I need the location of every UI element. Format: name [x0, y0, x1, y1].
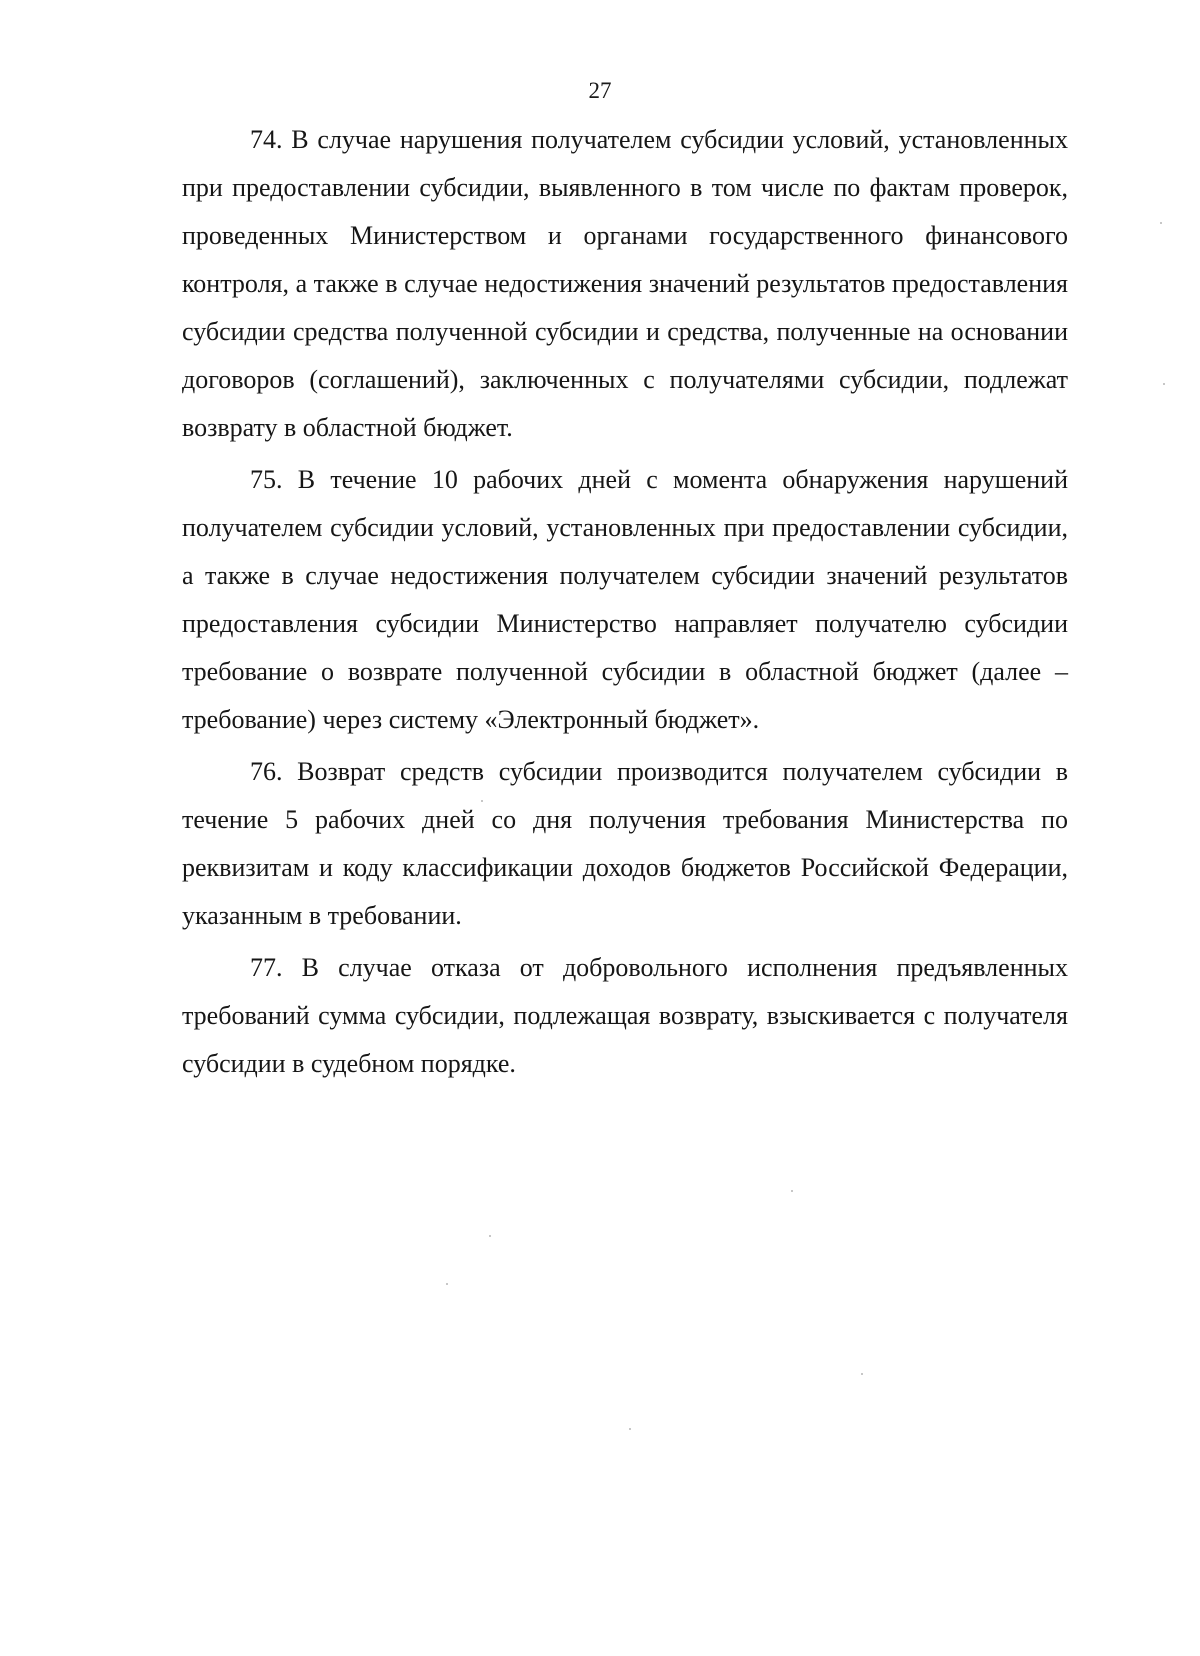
- paragraph-76: 76. Возврат средств субсидии производится получателем субсидии в течение 5 рабочих дней со дня получения требования Министерства по реквизитам и коду классификации доходов бюджетов Российской Федерации, указанным в требовании.: [182, 757, 1068, 930]
- scan-speck: [446, 1283, 448, 1285]
- paragraph-75: 75. В течение 10 рабочих дней с момента обнаружения нарушений получателем субсидии условий, установленных при предоставлении субсидии, а также в случае недостижения получателем субсидии значений результатов предоставления субсидии Министерство направляет получателю субсидии требование о возврате полученной субсидии в областной бюджет (далее – требование) через систему «Электронный бюджет».: [182, 465, 1068, 734]
- paragraph-74: 74. В случае нарушения получателем субсидии условий, установленных при предоставлении субсидии, выявленного в том числе по фактам проверок, проведенных Министерством и органами государственного финансового контроля, а также в случае недостижения значений результатов предоставления субсидии средства полученной субсидии и средства, полученные на основании договоров (соглашений), заключенных с получателями субсидии, подлежат возврату в областной бюджет.: [182, 125, 1068, 442]
- document-body: [182, 116, 1068, 1092]
- scan-speck: [481, 800, 483, 802]
- scan-speck: [489, 1235, 491, 1237]
- scan-speck: [1163, 383, 1165, 385]
- scan-speck: [791, 1190, 793, 1192]
- scan-speck: [1160, 222, 1162, 224]
- scan-speck: [629, 1428, 631, 1430]
- scan-speck: [861, 1373, 863, 1375]
- page-number: 27: [588, 78, 612, 103]
- paragraph-77: 77. В случае отказа от добровольного исполнения предъявленных требований сумма субсидии, подлежащая возврату, взыскивается с получателя субсидии в судебном порядке.: [182, 953, 1068, 1078]
